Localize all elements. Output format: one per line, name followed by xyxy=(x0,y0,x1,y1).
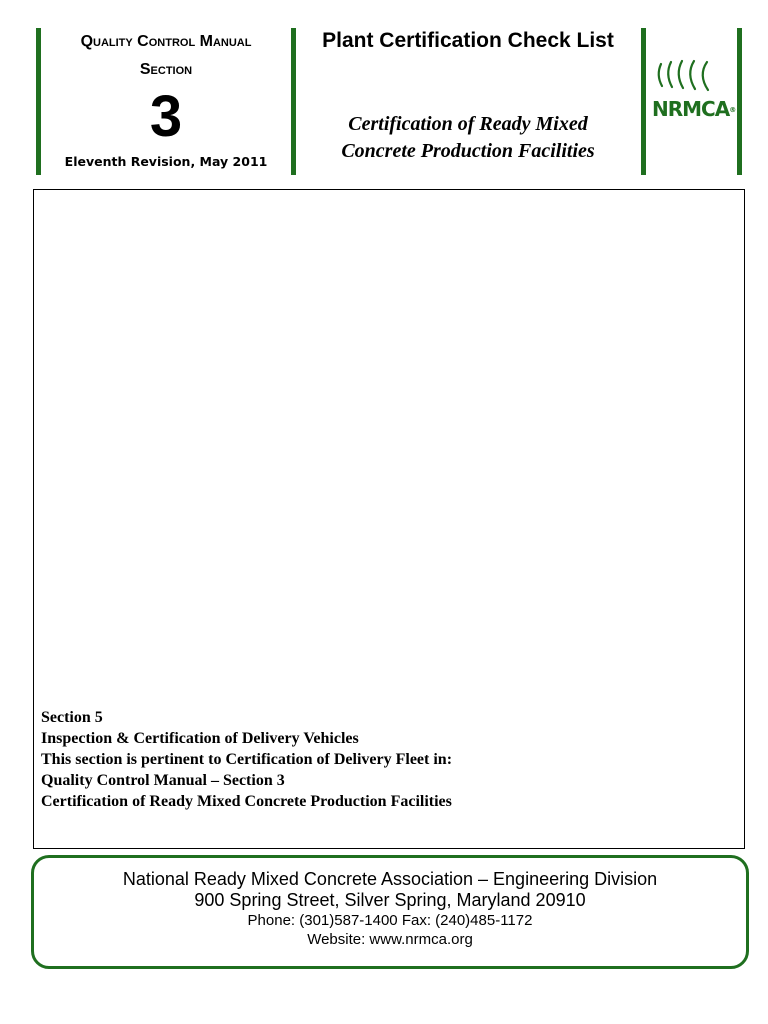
section-heading: Section 5 xyxy=(41,709,103,726)
footer-organization: National Ready Mixed Concrete Association – Engineering Division xyxy=(122,869,658,889)
manual-title: Quality Control Manual xyxy=(80,33,252,50)
registered-mark: ® xyxy=(729,106,737,114)
subtitle-line-2: Concrete Production Facilities xyxy=(341,140,595,162)
footer-address: 900 Spring Street, Silver Spring, Maryland 20910 xyxy=(194,890,586,910)
logo-arcs-icon xyxy=(652,56,736,92)
section-description xyxy=(41,707,452,812)
manual-section-block xyxy=(44,28,288,169)
header-divider-right xyxy=(641,28,646,175)
document-title: Plant Certification Check List xyxy=(322,29,614,52)
footer-website: Website: www.nrmca.org xyxy=(307,931,473,948)
header-divider-middle xyxy=(291,28,296,175)
section-title: Inspection & Certification of Delivery Vehicles xyxy=(41,730,359,747)
section-relevance: This section is pertinent to Certification of Delivery Fleet in: xyxy=(41,751,453,768)
footer-phone-fax: Phone: (301)587-1400 Fax: (240)485-1172 xyxy=(247,912,533,929)
document-subtitle xyxy=(300,111,636,165)
logo-text: NRMCA xyxy=(652,97,730,121)
subtitle-line-1: Certification of Ready Mixed xyxy=(348,113,588,135)
section-reference-title: Certification of Ready Mixed Concrete Production Facilities xyxy=(41,793,452,810)
logo-wordmark xyxy=(652,97,736,121)
nrmca-logo-icon xyxy=(652,56,736,132)
document-title-block xyxy=(300,28,636,165)
section-reference: Quality Control Manual – Section 3 xyxy=(41,772,285,789)
section-number: 3 xyxy=(149,84,183,149)
header-divider-left xyxy=(36,28,41,175)
header-divider-far-right xyxy=(737,28,742,175)
section-label: Section xyxy=(139,61,193,78)
revision-date: Eleventh Revision, May 2011 xyxy=(64,154,268,169)
content-frame xyxy=(33,189,745,849)
footer-contact-box xyxy=(31,855,749,969)
